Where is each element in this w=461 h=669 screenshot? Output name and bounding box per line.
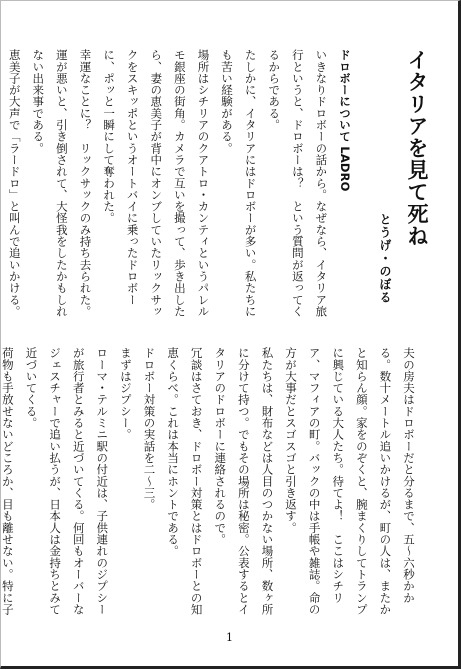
paragraph: いきなりドロボーの話から。なぜなら、イタリア旅行というと、ドロボーは？ という質問が返ってくるからである。	[267, 49, 329, 317]
top-section	[2, 49, 356, 319]
paragraph: たしかに、イタリアにはドロボーが多い。私たちにも苦い経験がある。	[220, 49, 258, 317]
page-number: 1	[226, 631, 233, 644]
section-heading: ドロボーについて LADRO	[338, 49, 352, 192]
paragraph: 夫の房夫はドロボーだと分るまで、五～六秒かかる。数十メートル追いかけるが、町の人は、またかと知らん顔。家をのぞくと、腕まくりしてトランプに興じている大人たち。待てよ！ ここはシチリア、マフィアの町。バックの中は手帳や雑誌。命の方が大事だとスゴスゴと引き返す。	[284, 347, 416, 615]
paragraph: 私たちは、財布などは人目のつかない場所、数ヶ所に分けて持つ。でもその場所は秘密。公表するとイタリアのドロボーに連絡されるので。	[213, 347, 275, 615]
paragraph: 荷物も手放せないどころか、目も離せない。特に子	[0, 347, 15, 615]
paragraph: 幸運なことに？ リックサックのみ持ち去られた。運が悪いと、引き倒されて、大怪我をしたかもしれない出来事である。	[31, 49, 93, 317]
paragraph: ドロボー対策の実話を二～三。	[142, 347, 157, 511]
bottom-section	[0, 347, 420, 617]
paragraph: 場所はシチリアのクアトロ・カンティというパレルモ銀座の街角。カメラで互いを撮って、歩き出したら、妻の恵美子が背中にオンブしていたリックサックをスキッポというオートバイに乗ったドロボーに、ポッと一瞬にして奪われた。	[102, 49, 211, 317]
author-name: とうげ・のぼる	[378, 213, 392, 304]
document-title: イタリアを見て死ね	[405, 49, 429, 247]
paragraph: まずはジプシー。	[118, 347, 133, 441]
paragraph: ローマ・テルミニ駅の付近は、子供連れのジプシーが旅行者とみると近づいてくる。何回もオーバーなジェスチャーで追い払うが、日本人は金持ちとみて近づいてくる。	[24, 347, 110, 615]
paragraph: 恵美子が大声で「ラードロ」と叫んで追いかける。	[7, 49, 22, 317]
paragraph: 冗談はさておき、ドロボー対策とはドロボーとの知恵くらべ。これは本当にホントである。	[166, 347, 204, 615]
